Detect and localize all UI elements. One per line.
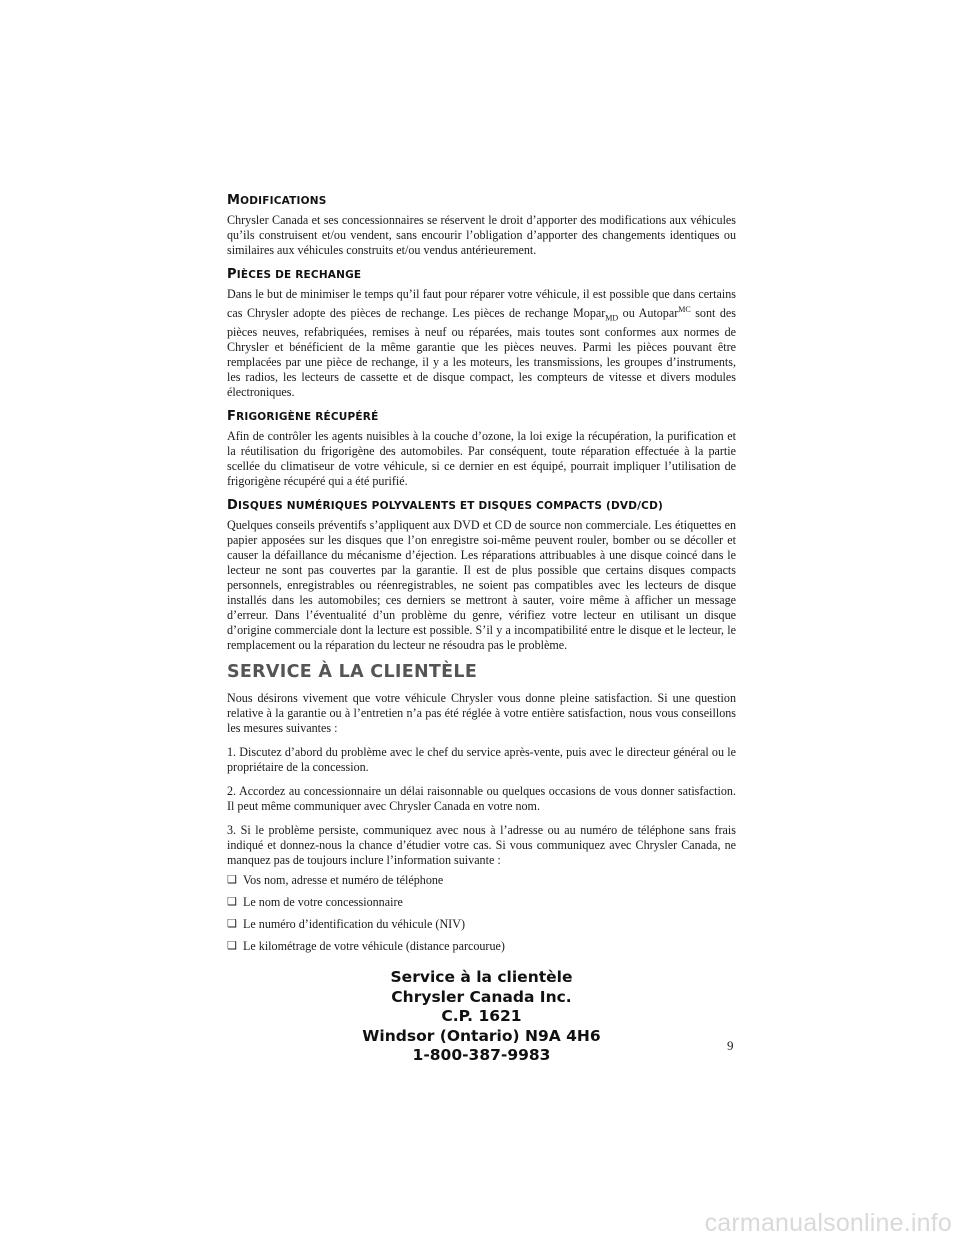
section-modifications <box>227 193 736 258</box>
section-frigorigene <box>227 409 736 489</box>
checkbox-icon: ❑ <box>227 918 237 931</box>
info-checklist <box>227 873 736 954</box>
contact-block <box>227 968 736 1066</box>
section-title: PIÈCES DE RECHANGE <box>227 267 362 282</box>
service-step: 2. Accordez au concessionnaire un délai raisonnable ou quelques occasions de vous donner satisfaction. Il peut même communiquer avec Chrysler Canada en votre nom. <box>227 784 736 814</box>
section-paragraph: Dans le but de minimiser le temps qu’il faut pour réparer votre véhicule, il est possible que dans certains cas Chrysler adopte des pièces de rechange. Les pièces de rechange Mopar$_{MD}$ ou Autopar$^{MC}$ sont des pièces neuves, refabriquées, remises à neuf ou réparées, mais toutes sont conformes aux normes de Chrysler et bénéficient de la même garantie que les pièces neuves. Parmi les pièces pouvant être remplacées par une pièce de rechange, il y a les moteurs, les transmissions, les groupes d’instruments, les radios, les lecteurs de cassette et de disque compact, les compteurs de vitesse et divers modules électroniques. <box>227 287 736 400</box>
watermark: carmanualsonline.info <box>704 1209 952 1237</box>
contact-line: C.P. 1621 <box>441 1007 522 1026</box>
section-title: FRIGORIGÈNE RÉCUPÉRÉ <box>227 409 379 425</box>
document-page <box>227 193 736 1066</box>
checklist-item: ❑ Le nom de votre concessionnaire <box>227 895 403 910</box>
section-title: DISQUES NUMÉRIQUES POLYVALENTS ET DISQUES COMPACTS (DVD/CD) <box>227 498 663 514</box>
checkbox-icon: ❑ <box>227 896 237 909</box>
checklist-item: ❑ Le kilométrage de votre véhicule (distance parcourue) <box>227 939 505 954</box>
checklist-item: ❑ Le numéro d’identification du véhicule (NIV) <box>227 917 465 932</box>
service-paragraph: Nous désirons vivement que votre véhicule Chrysler vous donne pleine satisfaction. Si une question relative à la garantie ou à l’entretien n’a pas été réglée à votre entière satisfaction, nous vous conseillons les mesures suivantes : <box>227 691 736 736</box>
checkbox-icon: ❑ <box>227 940 237 953</box>
contact-line: Chrysler Canada Inc. <box>391 987 572 1006</box>
section-pieces-de-rechange <box>227 267 736 400</box>
section-paragraph: Chrysler Canada et ses concessionnaires se réservent le droit d’apporter des modifications aux véhicules qu’ils construisent et/ou vendent, sans encourir l’obligation d’apporter des changements identiques ou similaires aux véhicules construits et/ou vendus antérieurement. <box>227 213 736 257</box>
section-paragraph: Quelques conseils préventifs s’appliquent aux DVD et CD de source non commerciale. Les étiquettes en papier apposées sur les disques que l’on enregistre soi-même peuvent rouler, bomber ou se décoller et causer la défaillance du mécanisme d’éjection. Les réparations attribuables à une disque coincé dans le lecteur ne sont pas couvertes par la garantie. Il est de plus possible que certains disques compacts personnels, enregistrables ou réenregistrables, ne soient pas compatibles avec les lecteurs de disque installés dans les automobiles; ces derniers se mettront à sauter, voire même à afficher un message d’erreur. Dans l’éventualité d’un problème du genre, vérifiez votre lecteur en utilisant un disque d’origine commerciale dont la lecture est possible. S’il y a incompatibilité entre le disque et le lecteur, le remplacement ou la réparation du lecteur ne résoudra pas le problème. <box>227 518 736 653</box>
section-paragraph: Afin de contrôler les agents nuisibles à la couche d’ozone, la loi exige la récupération, la purification et la réutilisation du frigorigène des automobiles. Par conséquent, toute réparation effectuée à la partie scellée du climatiseur de votre véhicule, si ce dernier en est équipé, pourrait impliquer l’utilisation de frigorigène récupéré qui a été purifié. <box>227 429 736 489</box>
contact-phone: 1-800-387-9983 <box>412 1046 551 1065</box>
service-step: 1. Discutez d’abord du problème avec le chef du service après-vente, puis avec le directeur général ou le propriétaire de la concession. <box>227 745 736 775</box>
section-title: MODIFICATIONS <box>227 193 327 208</box>
section-disques <box>227 498 736 653</box>
checklist-item: ❑ Vos nom, adresse et numéro de téléphone <box>227 873 444 888</box>
service-step: 3. Si le problème persiste, communiquez avec nous à l’adresse ou au numéro de téléphone sans frais indiqué et donnez-nous la chance d’étudier votre cas. Si vous communiquez avec Chrysler Canada, ne manquez pas de toujours inclure l’information suivante : <box>227 823 736 868</box>
section-service-clientele <box>227 662 736 1066</box>
service-heading: SERVICE À LA CLIENTÈLE <box>227 662 478 683</box>
contact-line: Service à la clientèle <box>390 968 573 987</box>
page-number: 9 <box>727 1038 734 1053</box>
contact-line: Windsor (Ontario) N9A 4H6 <box>362 1026 601 1045</box>
checkbox-icon: ❑ <box>227 874 237 887</box>
